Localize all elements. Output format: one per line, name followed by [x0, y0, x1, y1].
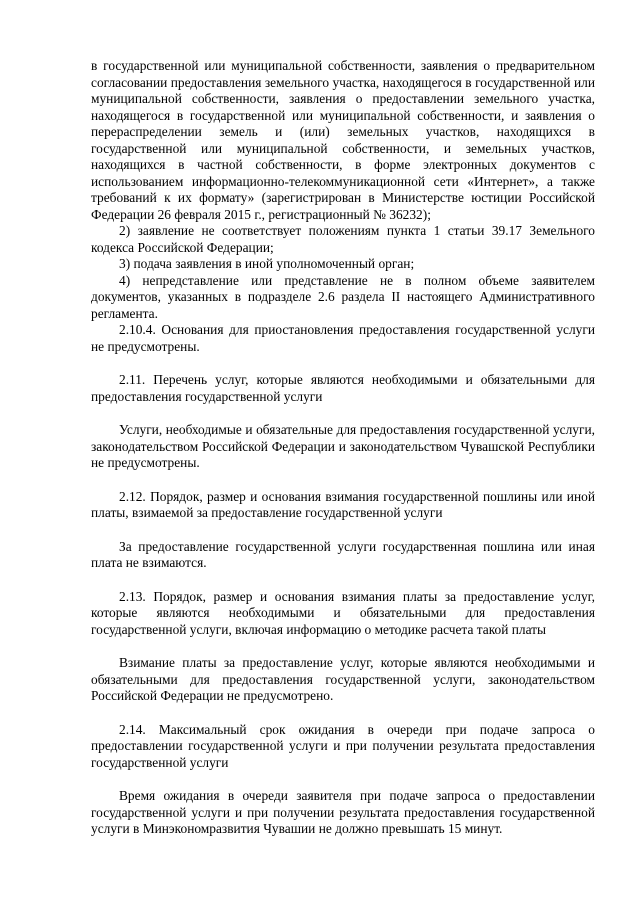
document-page [91, 58, 595, 838]
heading-2-13: 2.13. Порядок, размер и основания взимания платы за предоставление услуг, которые являются необходимыми и обязательными для предоставления государственной услуги, включая информацию о методике расчета такой платы [91, 588, 595, 637]
list-item-4: 4) непредставление или представление не в полном объеме заявителем документов, указанных в подразделе 2.6 раздела II настоящего Административного регламента. [91, 272, 595, 321]
paragraph-2-12-body: За предоставление государственной услуги государственная пошлина или иная плата не взимаются. [91, 538, 595, 570]
list-item-2: 2) заявление не соответствует положениям пункта 1 статьи 39.17 Земельного кодекса Российской Федерации; [91, 223, 595, 255]
spacer [91, 405, 595, 422]
spacer [91, 522, 595, 539]
list-item-3: 3) подача заявления в иной уполномоченный орган; [119, 256, 415, 271]
spacer [91, 771, 595, 788]
paragraph-2-13-body: Взимание платы за предоставление услуг, которые являются необходимыми и обязательными для предоставления государственной услуги, законодательством Российской Федерации не предусмотрено. [91, 655, 595, 703]
spacer [91, 572, 595, 589]
paragraph-2-11-body: Услуги, необходимые и обязательные для предоставления государственной услуги, законодательством Российской Федерации и законодательством Чувашской Республики не предусмотрены. [91, 422, 595, 470]
paragraph-2-14-body: Время ожидания в очереди заявителя при подаче запроса о предоставлении государственной услуги и при получении результата предоставления государственной услуги в Минэкономразвития Чувашии не должно превышать 15 минут. [91, 788, 595, 836]
section-2-10-4: 2.10.4. Основания для приостановления предоставления государственной услуги не предусмотрены. [91, 322, 595, 354]
spacer [91, 355, 595, 372]
heading-2-12: 2.12. Порядок, размер и основания взимания государственной пошлины или иной платы, взимаемой за предоставление государственной услуги [91, 488, 595, 520]
spacer [91, 472, 595, 489]
paragraph-continuation: в государственной или муниципальной собственности, заявления о предварительном согласовании предоставления земельного участка, находящегося в государственной или муниципальной собственности, заявления о предоставлении земельного участка, находящегося в государственной или муниципальной собственности, и заявления о перераспределении земель и (или) земельных участков, находящихся в государственной или муниципальной собственности, и земельных участков, находящихся в частной собственности, в форме электронных документов с использованием информационно-телекоммуникационной сети «Интернет», а также требований к их формату» (зарегистрирован в Министерстве юстиции Российской Федерации 26 февраля 2015 г., регистрационный № 36232); [91, 58, 595, 222]
spacer [91, 638, 595, 655]
spacer [91, 705, 595, 722]
heading-2-14: 2.14. Максимальный срок ожидания в очереди при подаче запроса о предоставлении государственной услуги и при получении результата предоставления государственной услуги [91, 721, 595, 770]
heading-2-11: 2.11. Перечень услуг, которые являются необходимыми и обязательными для предоставления государственной услуги [91, 372, 595, 404]
